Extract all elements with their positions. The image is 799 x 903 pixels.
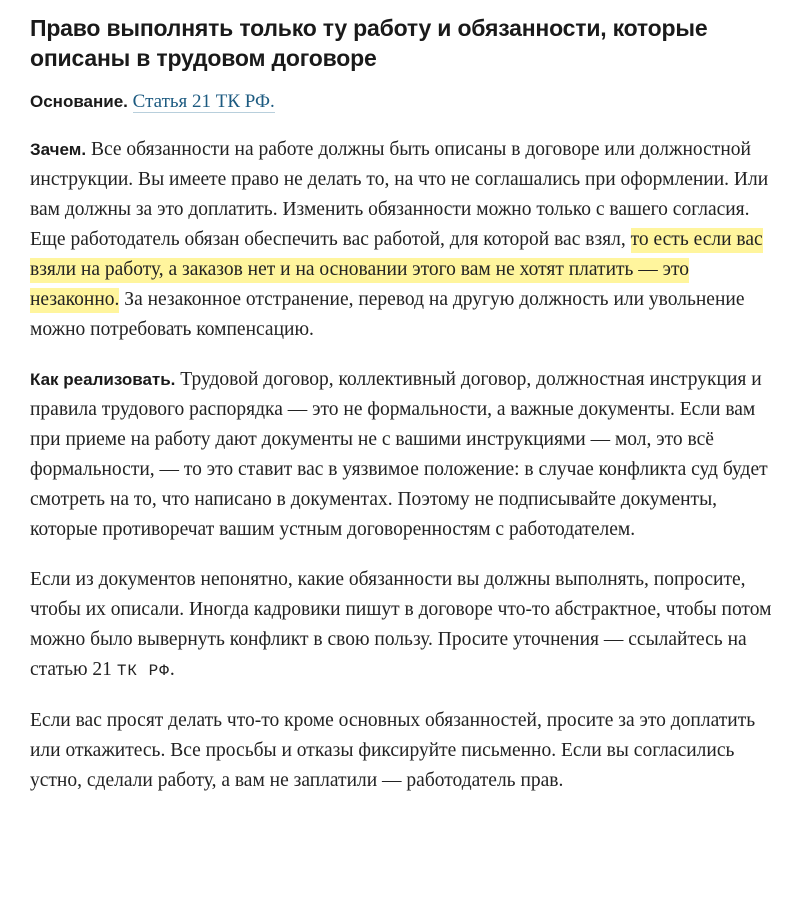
why-text: Все обязанности на работе должны быть описаны в договоре или должностной инструкции. Вы имеете право не делать то, на что не соглашались при оформлении. Или вам должны за это доплатить. Изменить обязанности можно только с вашего согласия. Еще работодатель обязан обеспечить вас работой, для которой вас взял,: [30, 139, 769, 250]
how-paragraph: [30, 365, 775, 545]
why-label: Зачем.: [30, 140, 87, 159]
article: [30, 0, 775, 796]
article-title: Право выполнять только ту работу и обязанности, которые описаны в трудовом договоре: [30, 15, 708, 71]
basis-line: [30, 89, 775, 115]
law-article-link[interactable]: Статья 21 ТК РФ.: [132, 91, 275, 112]
how-text: Трудовой договор, коллективный договор, должностная инструкция и правила трудового распорядка — это не формальности, а важные документы. Если вам при приеме на работу дают документы не с вашими инструкциями — мол, это всё формальности, — то это ставит вас в уязвимое положение: в случае конфликта суд будет смотреть на то, что написано в документах. Поэтому не подписывайте документы, которые противоречат вашим устным договоренностям с работодателем.: [30, 369, 768, 540]
clarify-end: .: [169, 659, 175, 680]
how-label: Как реализовать.: [30, 370, 176, 389]
why-paragraph: [30, 135, 775, 345]
highlighted-text: то есть если вас взяли на работу, а заказов нет и на основании этого вам не хотят платить — это незаконно.: [30, 228, 763, 313]
extra-duties-text: Если вас просят делать что-то кроме основных обязанностей, просите за это доплатить или откажитесь. Все просьбы и отказы фиксируйте письменно. Если вы согласились устно, сделали работу, а вам не заплатили — работодатель прав.: [30, 710, 756, 791]
clarify-text: Если из документов непонятно, какие обязанности вы должны выполнять, попросите, чтобы их описали. Иногда кадровики пишут в договоре что-то абстрактное, чтобы потом можно было вывернуть конфликт в свою пользу. Просите уточнения — ссылайтесь на статью 21: [30, 569, 772, 680]
basis-label: Основание.: [30, 92, 128, 111]
labor-code-abbr: ТК РФ: [116, 662, 170, 680]
why-text-after: За незаконное отстранение, перевод на другую должность или увольнение можно потребовать компенсацию.: [30, 289, 745, 340]
extra-duties-paragraph: [30, 706, 775, 796]
clarify-paragraph: [30, 565, 775, 686]
